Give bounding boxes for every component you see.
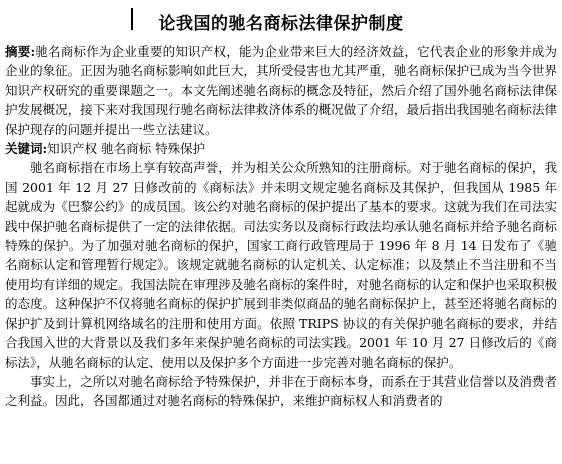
abstract-label: 摘要: [5, 44, 36, 59]
body-paragraph-1: 驰名商标指在市场上享有较高声誉，并为相关公众所熟知的注册商标。对于驰名商标的保护，我国 2001 年 12 月 27 日修改前的《商标法》并未明文规定驰名商标及其保护，但我国从 1985 年起就成为《巴黎公约》的成员国。该公约对驰名商标的保护提出了基本的要求。这就为我们在司法实践中保护驰名商标提供了一定的法律依据。司法实务以及商标行政法均承认驰名商标并给予驰名商标特殊的保护。为了加强对驰名商标的保护，国家工商行政管理局于 1996 年 8 月 14 日发布了《驰名商标认定和管理暂行规定》。该规定就驰名商标的认定机关、认定标准；以及禁止不当注册和不当使用均有详细的规定。我国法院在审理涉及驰名商标的案件时，对驰名商标的认定和保护也采取积极的态度。这种保护不仅将驰名商标的保护扩展到非类似商品的驰名商标保护上，甚至还将驰名商标的保护扩及到计算机网络域名的注册和使用方面。依照 TRIPS 协议的有关保护驰名商标的要求，并结合我国入世的大背景以及我们多年来保护驰名商标的司法实践。2001 年 10 月 27 日修改后的《商标法》，从驰名商标的认定、使用以及保护多个方面进一步完善对驰名商标的保护。 [5, 160, 557, 370]
document-body [5, 42, 557, 411]
keywords-label: 关键词: [5, 141, 48, 157]
abstract-paragraph [5, 42, 557, 139]
abstract-text: 驰名商标作为企业重要的知识产权，能为企业带来巨大的经济效益，它代表企业的形象并成为企业的象征。正因为驰名商标影响如此巨大，其所受侵害也尤其严重，驰名商标保护已成为当今世界知识产权研究的重要课题之一。本文先阐述驰名商标的概念及特征，然后介绍了国外驰名商标法律保护发展概况，接下来对我国现行驰名商标法律救济体系的概况做了介绍，最后指出我国驰名商标法律保护现存的问题并提出一些立法建议。 [5, 44, 557, 137]
keywords-text: 知识产权 驰名商标 特殊保护 [47, 141, 206, 157]
keywords-paragraph [5, 139, 557, 158]
body-paragraph-2: 事实上，之所以对驰名商标给予特殊保护，并非在于商标本身，而系在于其营业信誉以及消费者之利益。因此，各国都通过对驰名商标的特殊保护，来维护商标权人和消费者的 [5, 373, 557, 409]
document-title: 论我国的驰名商标法律保护制度 [158, 14, 404, 34]
